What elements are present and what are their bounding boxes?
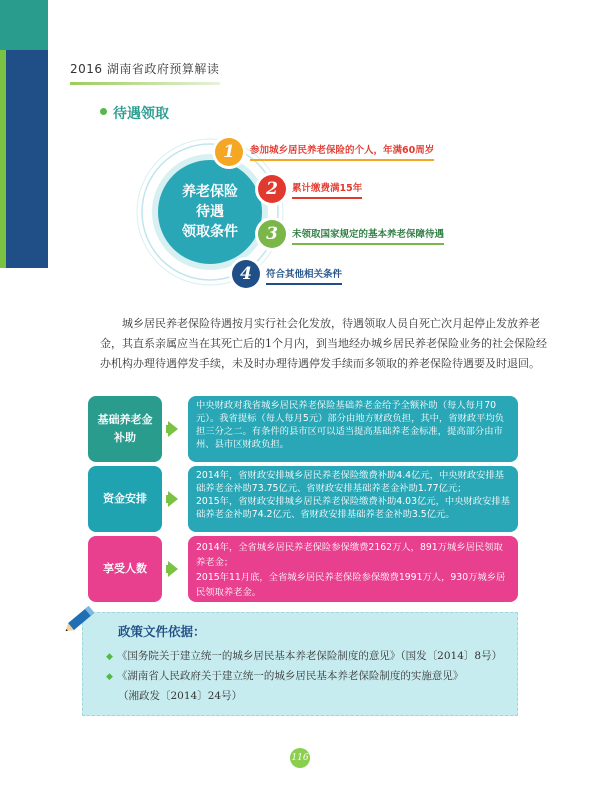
condition-badge-4: 4 <box>232 260 260 288</box>
policy-item-2-continued <box>118 688 242 703</box>
section-title: 待遇领取 <box>113 106 169 122</box>
condition-text-4: 符合其他相关条件 <box>266 266 342 285</box>
policy-title: 政策文件依据： <box>118 624 206 639</box>
page-number: 116 <box>290 748 310 768</box>
arrow-right-icon <box>168 421 178 437</box>
condition-badge-1: 1 <box>215 138 243 166</box>
info-body-line: 2015年11月底，全省城乡居民养老保险参保缴费1991万人，930万城乡居民领取养老金。 <box>196 572 506 598</box>
info-row-beneficiaries <box>88 536 518 602</box>
info-body-subsidy <box>188 396 518 462</box>
info-row-subsidy <box>88 396 518 462</box>
center-line-1: 养老保险 <box>182 184 238 200</box>
arrow-right-icon <box>168 491 178 507</box>
policy-item-2 <box>106 668 463 683</box>
info-label-funding: 资金安排 <box>88 466 162 532</box>
info-body-line: 2014年，全省城乡居民养老保险参保缴费2162万人，891万城乡居民领取养老金； <box>196 542 503 568</box>
center-line-2: 待遇 <box>196 204 224 220</box>
condition-text-3: 未领取国家规定的基本养老保障待遇 <box>292 226 444 245</box>
condition-text-2: 累计缴费满15年 <box>292 180 362 199</box>
info-body-line: 2014年，省财政安排城乡居民养老保险缴费补助4.4亿元，中央财政安排基础养老金补助73.75亿元、省财政安排基础养老金补助1.77亿元； <box>196 470 505 494</box>
condition-badge-3: 3 <box>258 220 286 248</box>
info-label-beneficiaries: 享受人数 <box>88 536 162 602</box>
info-body-beneficiaries <box>188 536 518 602</box>
info-body-line: 中央财政对我省城乡居民养老保险基础养老金给予全额补助（每人每月70元）。我省提标（每人每月5元）部分由地方财政负担，其中，省财政平均负担三分之二。有条件的县市区可以适当提高基础养老金标准，提高部分由市州、县市区财政负担。 <box>196 400 505 450</box>
page-header-title: 2016 湖南省政府预算解读 <box>70 62 220 76</box>
info-label-subsidy: 基础养老金补助 <box>88 396 162 462</box>
bullet-icon: ◆ <box>106 672 113 682</box>
main-paragraph: 城乡居民养老保险待遇按月实行社会化发放，待遇领取人员自死亡次月起停止发放养老金，其直系亲属应当在其死亡后的1个月内，到当地经办城乡居民养老保险业务的社会保险经办机构办理待遇停发手续，未及时办理待遇停发手续而多领取的养老保险待遇要及时退回。 <box>100 317 547 370</box>
policy-item-1 <box>106 648 502 663</box>
bullet-icon: ◆ <box>106 652 113 662</box>
policy-item-text: 《湖南省人民政府关于建立统一的城乡居民基本养老保险制度的实施意见》 <box>116 670 464 682</box>
arrow-right-icon <box>168 561 178 577</box>
eligibility-diagram <box>0 0 600 300</box>
info-body-funding <box>188 466 518 532</box>
info-row-funding <box>88 466 518 532</box>
center-circle <box>158 160 262 264</box>
info-body-line: 2015年，省财政安排城乡居民养老保险缴费补助4.03亿元，中央财政安排基础养老金补助74.2亿元、省财政安排基础养老金补助3.5亿元。 <box>196 496 510 520</box>
policy-item-text: 《国务院关于建立统一的城乡居民基本养老保险制度的意见》（国发〔2014〕8号） <box>116 650 503 662</box>
center-line-3: 领取条件 <box>182 224 238 240</box>
pencil-icon <box>60 596 104 640</box>
policy-item-text: （湘政发〔2014〕24号） <box>118 690 243 702</box>
condition-badge-2: 2 <box>258 175 286 203</box>
condition-text-1: 参加城乡居民养老保险的个人，年满60周岁 <box>250 142 434 161</box>
